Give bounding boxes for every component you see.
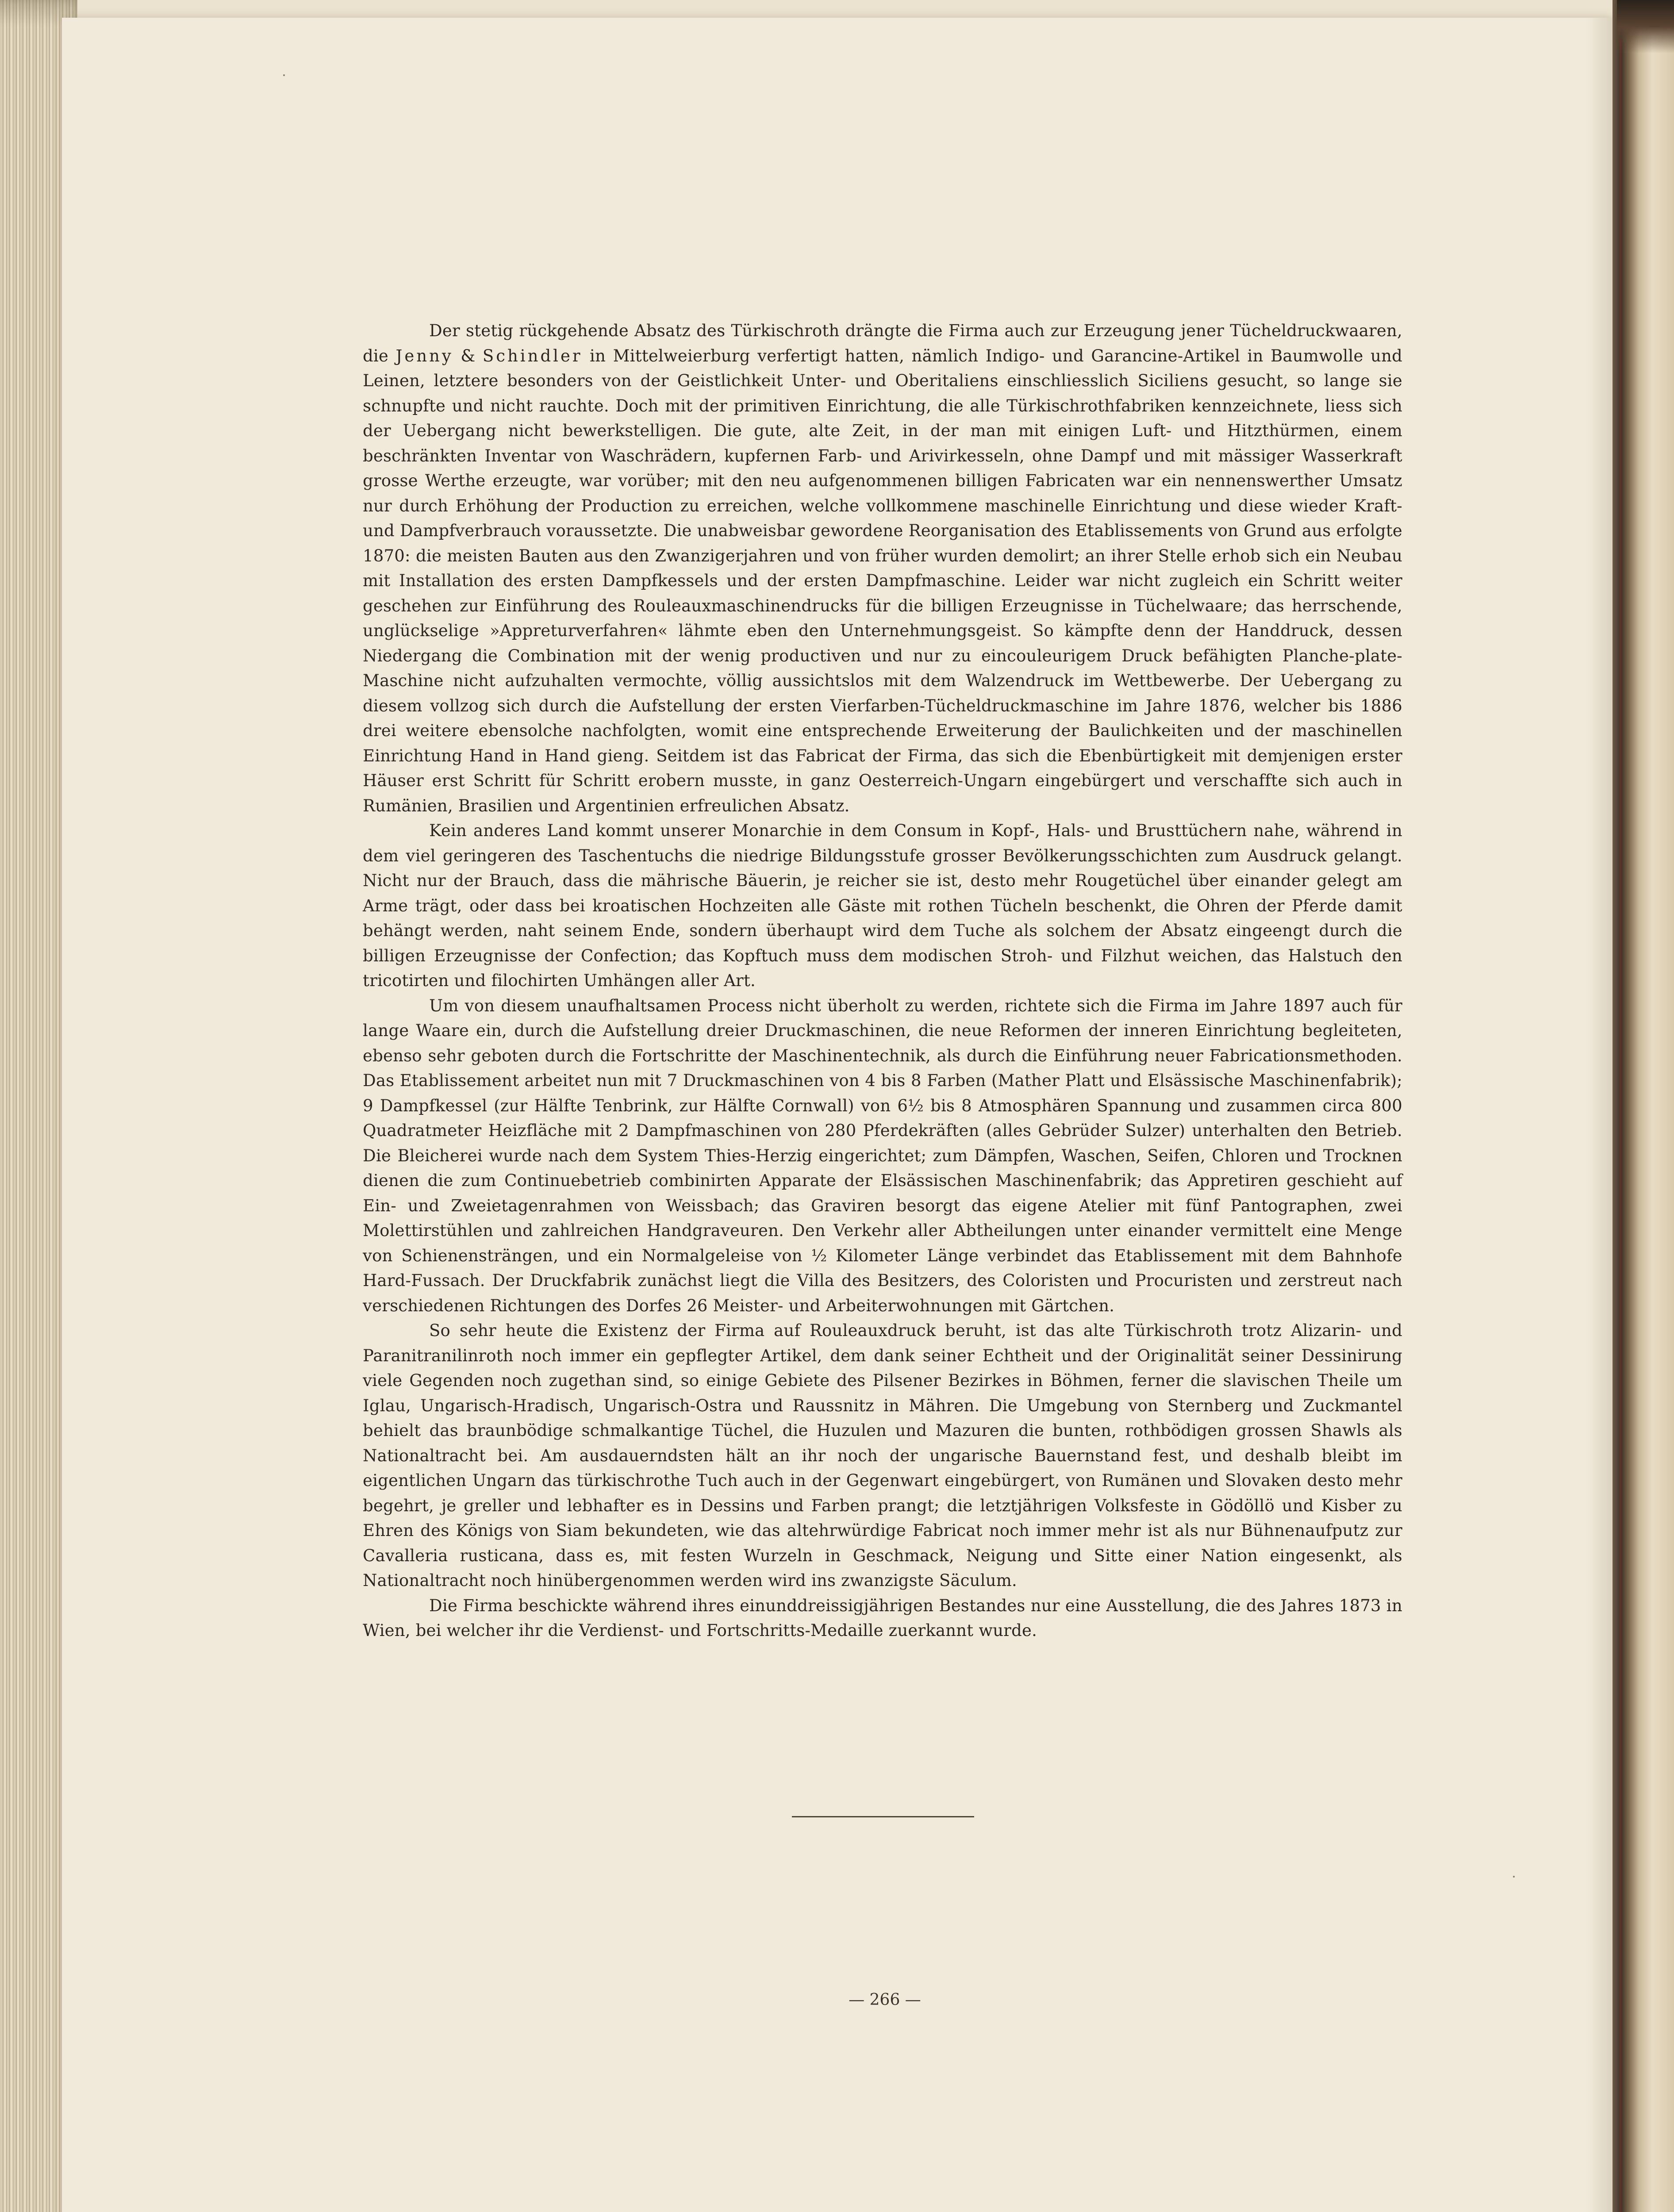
binding-top-dark (1617, 0, 1674, 53)
paragraph-1-text-a: Der stetig rückgehende Absatz des Türkischroth drängte die Firma auch zur Erzeugung jener Tücheldruckwaaren, die (363, 321, 1402, 365)
paragraph-2: Kein anderes Land kommt unserer Monarchie in dem Consum in Kopf-, Hals- und Brusttüchern nahe, während in dem viel geringeren des Taschentuchs die niedrige Bildungsstufe grosser Bevölkerungsschichten zum Ausdruck gelangt. Nicht nur der Brauch, dass die mährische Bäuerin, je reicher sie ist, desto mehr Rougetüchel über einander gelegt am Arme trägt, oder dass bei kroatischen Hochzeiten alle Gäste mit rothen Tücheln beschenkt, die Ohren der Pferde damit behängt werden, naht seinem Ende, sondern überhaupt wird dem Tuche als solchem der Absatz eingeengt durch die billigen Erzeugnisse der Confection; das Kopftuch muss dem modischen Stroh- und Filzhut weichen, das Halstuch den tricotirten und filochirten Umhängen aller Art. (363, 821, 1402, 990)
paragraph-1-text-b: in Mittelweierburg verfertigt hatten, nämlich Indigo- und Garancine-Artikel in Baumwolle und Leinen, letztere besonders von der Geistlichkeit Unter- und Oberitaliens einschliesslich Siciliens gesucht, so lange sie schnupfte und nicht rauchte. Doch mit der primitiven Einrichtung, die alle Türkischrothfabriken kennzeichnete, liess sich der Uebergang nicht bewerkstelligen. Die gute, alte Zeit, in der man mit einigen Luft- und Hitzthürmen, einem beschränkten Inventar von Waschrädern, kupfernen Farb- und Arivirkesseln, ohne Dampf und mit mässiger Wasserkraft grosse Werthe erzeugte, war vorüber; mit den neu aufgenommenen billigen Fabricaten war ein nennenswerther Umsatz nur durch Erhöhung der Production zu erreichen, welche vollkommene maschinelle Einrichtung und diese wieder Kraft- und Dampfverbrauch voraussetzte. Die unabweisbar gewordene Reorganisation des Etablissements von Grund aus erfolgte 1870: die meisten Bauten aus den Zwanzigerjahren und von früher wurden demolirt; an ihrer Stelle erhob sich ein Neubau mit Installation des ersten Dampfkessels und der ersten Dampfmaschine. Leider war nicht zugleich ein Schritt weiter geschehen zur Einführung des Rouleauxmaschinendrucks für die billigen Erzeugnisse in Tüchelwaare; das herrschende, unglückselige »Appreturverfahren« lähmte eben den Unternehmungsgeist. So kämpfte denn der Handdruck, dessen Niedergang die Combination mit der wenig productiven und nur zu eincouleurigem Druck befähigten Planche-plate-Maschine nicht aufzuhalten vermochte, völlig aussichtslos mit dem Walzendruck im Wettbewerbe. Der Uebergang zu diesem vollzog sich durch die Aufstellung der ersten Vierfarben-Tücheldruckmaschine im Jahre 1876, welcher bis 1886 drei weitere ebensolche nachfolgten, womit eine entsprechende Erweiterung der Baulichkeiten und der maschinellen Einrichtung Hand in Hand gieng. Seitdem ist das Fabricat der Firma, das sich die Ebenbürtigkeit mit demjenigen erster Häuser erst Schritt für Schritt erobern musste, in ganz Oesterreich-Ungarn eingebürgert und verschaffte sich auch in Rumänien, Brasilien und Argentinien erfreulichen Absatz. (363, 346, 1402, 815)
paragraph-4: So sehr heute die Existenz der Firma auf Rouleauxdruck beruht, ist das alte Türkischroth trotz Alizarin- und Paranitranilinroth noch immer ein gepflegter Artikel, dem dank seiner Echtheit und der Originalität seiner Dessinirung viele Gegenden noch zugethan sind, so einige Gebiete des Pilsener Bezirkes in Böhmen, ferner die slavischen Theile um Iglau, Ungarisch-Hradisch, Ungarisch-Ostra und Raussnitz in Mähren. Die Umgebung von Sternberg und Zuckmantel behielt das braunbödige schmalkantige Tüchel, die Huzulen und Mazuren die bunten, rothbödigen grossen Shawls als Nationaltracht bei. Am ausdauerndsten hält an ihr noch der ungarische Bauernstand fest, und deshalb bleibt im eigentlichen Ungarn das türkischrothe Tuch auch in der Gegenwart eingebürgert, von Rumänen und Slovaken desto mehr begehrt, je greller und lebhafter es in Dessins und Farben prangt; die letztjährigen Volksfeste in Gödöllö und Kisber zu Ehren des Königs von Siam bekundeten, wie das altehrwürdige Fabricat noch immer mehr ist als nur Bühnenaufputz zur Cavalleria rusticana, dass es, mit festen Wurzeln in Geschmack, Neigung und Sitte einer Nation eingesenkt, als Nationaltracht noch hinübergenommen werden wird ins zwanzigste Säculum. (363, 1321, 1402, 1590)
paragraph-5: Die Firma beschickte während ihres einunddreissigjährigen Bestandes nur eine Ausstellung, die des Jahres 1873 in Wien, bei welcher ihr die Verdienst- und Fortschritts-Medaille zuerkannt wurde. (363, 1596, 1402, 1640)
paragraph-1 (363, 319, 1402, 818)
paragraph-3: Um von diesem unaufhaltsamen Process nicht überholt zu werden, richtete sich die Firma im Jahre 1897 auch für lange Waare ein, durch die Aufstellung dreier Druckmaschinen, die neue Reformen der inneren Einrichtung begleiteten, ebenso sehr geboten durch die Fortschritte der Maschinentechnik, als durch die Einführung neuer Fabricationsmethoden. Das Etablissement arbeitet nun mit 7 Druckmaschinen von 4 bis 8 Farben (Mather Platt und Elsässische Maschinenfabrik); 9 Dampfkessel (zur Hälfte Tenbrink, zur Hälfte Cornwall) von 6½ bis 8 Atmosphären Spannung und zusammen circa 800 Quadratmeter Heizfläche mit 2 Dampfmaschinen von 280 Pferdekräften (alles Gebrüder Sulzer) unterhalten den Betrieb. Die Bleicherei wurde nach dem System Thies-Herzig eingerichtet; zum Dämpfen, Waschen, Seifen, Chloren und Trocknen dienen die zum Continuebetrieb combinirten Apparate der Elsässischen Maschinenfabrik; das Appretiren geschieht auf Ein- und Zweietagenrahmen von Weissbach; das Graviren besorgt das eigene Atelier mit fünf Pantographen, zwei Molettirstühlen und zahlreichen Handgraveuren. Den Verkehr aller Abtheilungen unter einander vermittelt eine Menge von Schienensträngen, und ein Normalgeleise von ½ Kilometer Länge verbindet das Etablissement mit dem Bahnhofe Hard-Fussach. Der Druckfabrik zunächst liegt die Villa des Besitzers, des Coloristen und Procuristen und zerstreut nach verschiedenen Richtungen des Dorfes 26 Meister- und Arbeiterwohnungen mit Gärtchen. (363, 996, 1402, 1315)
paper-speck (1513, 1876, 1515, 1878)
section-rule (792, 1816, 974, 1817)
name-schindler: Schindler (482, 346, 583, 365)
paragraph-1-ampersand: & (453, 346, 483, 365)
page-number: — 266 — (849, 1991, 921, 2009)
book-binding (1613, 0, 1674, 2212)
binding-red-thread (1620, 40, 1621, 2212)
page-gutter-shadow (1586, 18, 1613, 2212)
paper-speck (283, 74, 285, 76)
body-text (363, 319, 1402, 1644)
name-jenny: Jenny (395, 346, 453, 365)
